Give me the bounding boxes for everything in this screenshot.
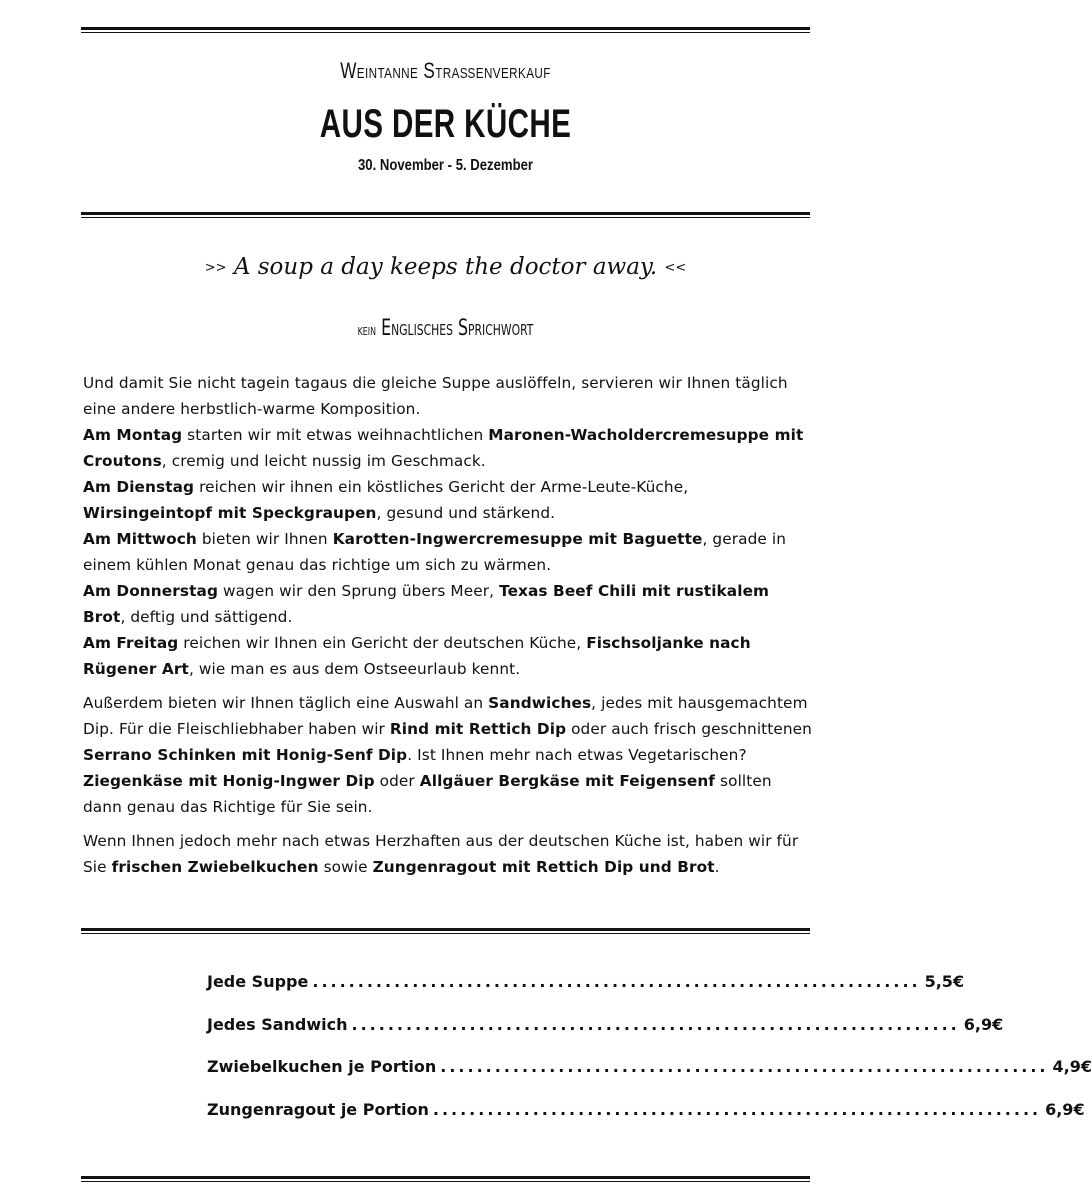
sandwich-text-1: Außerdem bieten wir Ihnen täglich eine Auswahl an xyxy=(83,694,489,712)
price-item: Zwiebelkuchen je Portion xyxy=(207,1057,437,1077)
dish-thursday: Texas Beef Chili mit rustikalem Brot xyxy=(83,582,770,626)
price-item: Jede Suppe xyxy=(207,972,309,991)
dish-monday: Maronen-Wacholdercremesuppe mit Croutons xyxy=(83,426,804,470)
day-tuesday-text: reichen wir ihnen ein köstliches Gericht der Arme-Leute-Küche, xyxy=(194,478,689,496)
quote-source-main: Englisches Sprichwort xyxy=(381,316,534,341)
quote-open-mark: >> xyxy=(204,260,227,276)
price-value: 6,9€ xyxy=(1045,1100,1085,1120)
hearty-text-2: sowie xyxy=(318,858,373,876)
sandwich-text-2: , jedes mit hausgemachtem Dip. Für die Fleischliebhaber haben wir xyxy=(83,694,808,738)
menu-description xyxy=(83,370,812,880)
dish-friday: Fischsoljanke nach Rügener Art xyxy=(83,634,751,678)
sandwich-highlight-1: Sandwiches xyxy=(488,694,592,712)
day-thursday: Am Donnerstag xyxy=(83,582,218,600)
day-wednesday: Am Mittwoch xyxy=(83,530,197,548)
day-tuesday: Am Dienstag xyxy=(83,478,195,496)
day-friday-text: reichen wir Ihnen ein Gericht der deutschen Küche, xyxy=(178,634,587,652)
price-value: 4,9€ xyxy=(1052,1057,1092,1077)
price-item: Jedes Sandwich xyxy=(207,1014,348,1034)
dish-wednesday: Karotten-Ingwercremesuppe mit Baguette xyxy=(332,530,703,548)
page-title: AUS DER KÜCHE xyxy=(319,102,572,146)
day-thursday-desc: , deftig und sättigend. xyxy=(120,608,293,626)
sandwich-highlight-3: Serrano Schinken mit Honig-Senf Dip xyxy=(83,746,408,764)
hearty-text-3: . xyxy=(714,858,720,876)
bottom-rule xyxy=(81,1176,810,1181)
quote-text: A soup a day keeps the doctor away. xyxy=(233,254,658,280)
price-leader: ................................................................... xyxy=(351,1014,960,1034)
day-tuesday-desc: , gesund und stärkend. xyxy=(376,504,556,522)
price-list xyxy=(207,972,1092,1143)
hearty-highlight-1: frischen Zwiebelkuchen xyxy=(111,858,319,876)
price-value: 6,9€ xyxy=(963,1014,1004,1034)
price-leader: ................................................................... xyxy=(432,1100,1042,1120)
day-monday: Am Montag xyxy=(83,426,183,444)
price-item: Zungenragout je Portion xyxy=(207,1100,429,1120)
price-row xyxy=(207,1014,1004,1058)
quote xyxy=(81,254,810,280)
sandwich-text-3: oder auch frisch geschnittenen xyxy=(566,720,812,738)
price-row xyxy=(207,1057,1092,1100)
sandwich-text-6: sollten dann genau das Richtige für Sie sein. xyxy=(83,772,772,816)
header xyxy=(81,58,810,175)
day-thursday-text: wagen wir den Sprung übers Meer, xyxy=(218,582,500,600)
price-value: 5,5€ xyxy=(924,972,965,991)
quote-close-mark: << xyxy=(664,260,687,276)
quote-source xyxy=(183,316,708,341)
day-wednesday-text: bieten wir Ihnen xyxy=(196,530,333,548)
top-rule xyxy=(81,27,810,32)
sandwich-text-5: oder xyxy=(374,772,420,790)
hearty-paragraph xyxy=(83,828,812,880)
sandwich-text-4: . Ist Ihnen mehr nach etwas Vegetarischen? xyxy=(407,746,747,764)
intro-paragraph xyxy=(83,370,812,682)
day-monday-desc: , cremig und leicht nussig im Geschmack. xyxy=(161,452,486,470)
dish-tuesday: Wirsingeintopf mit Speckgraupen xyxy=(83,504,377,522)
prices-rule xyxy=(81,928,810,933)
date-range: 30. November - 5. Dezember xyxy=(357,157,533,174)
day-wednesday-desc: , gerade in einem kühlen Monat genau das richtige um sich zu wärmen. xyxy=(83,530,787,574)
header-rule xyxy=(81,212,810,217)
hearty-highlight-2: Zungenragout mit Rettich Dip und Brot xyxy=(372,858,715,876)
sandwich-paragraph xyxy=(83,690,812,820)
sandwich-highlight-4: Ziegenkäse mit Honig-Ingwer Dip xyxy=(83,772,375,790)
day-monday-text: starten wir mit etwas weihnachtlichen xyxy=(182,426,489,444)
day-friday-desc: , wie man es aus dem Ostseeurlaub kennt. xyxy=(188,660,521,678)
sandwich-highlight-2: Rind mit Rettich Dip xyxy=(389,720,567,738)
price-leader: ................................................................... xyxy=(440,1057,1049,1077)
sandwich-highlight-5: Allgäuer Bergkäse mit Feigensenf xyxy=(419,772,716,790)
quote-source-prefix: kein xyxy=(357,321,377,339)
day-friday: Am Freitag xyxy=(83,634,179,652)
price-leader: ................................................................... xyxy=(312,972,921,991)
price-row xyxy=(207,972,965,1015)
shop-name: Weintanne Straßenverkauf xyxy=(340,58,551,83)
hearty-text-1: Wenn Ihnen jedoch mehr nach etwas Herzhaften aus der deutschen Küche ist, haben wir für Sie xyxy=(83,832,799,876)
price-row xyxy=(207,1100,1085,1143)
intro-text: Und damit Sie nicht tagein tagaus die gleiche Suppe auslöffeln, servieren wir Ihnen täglich eine andere herbstlich-warme Komposition. xyxy=(83,374,788,418)
